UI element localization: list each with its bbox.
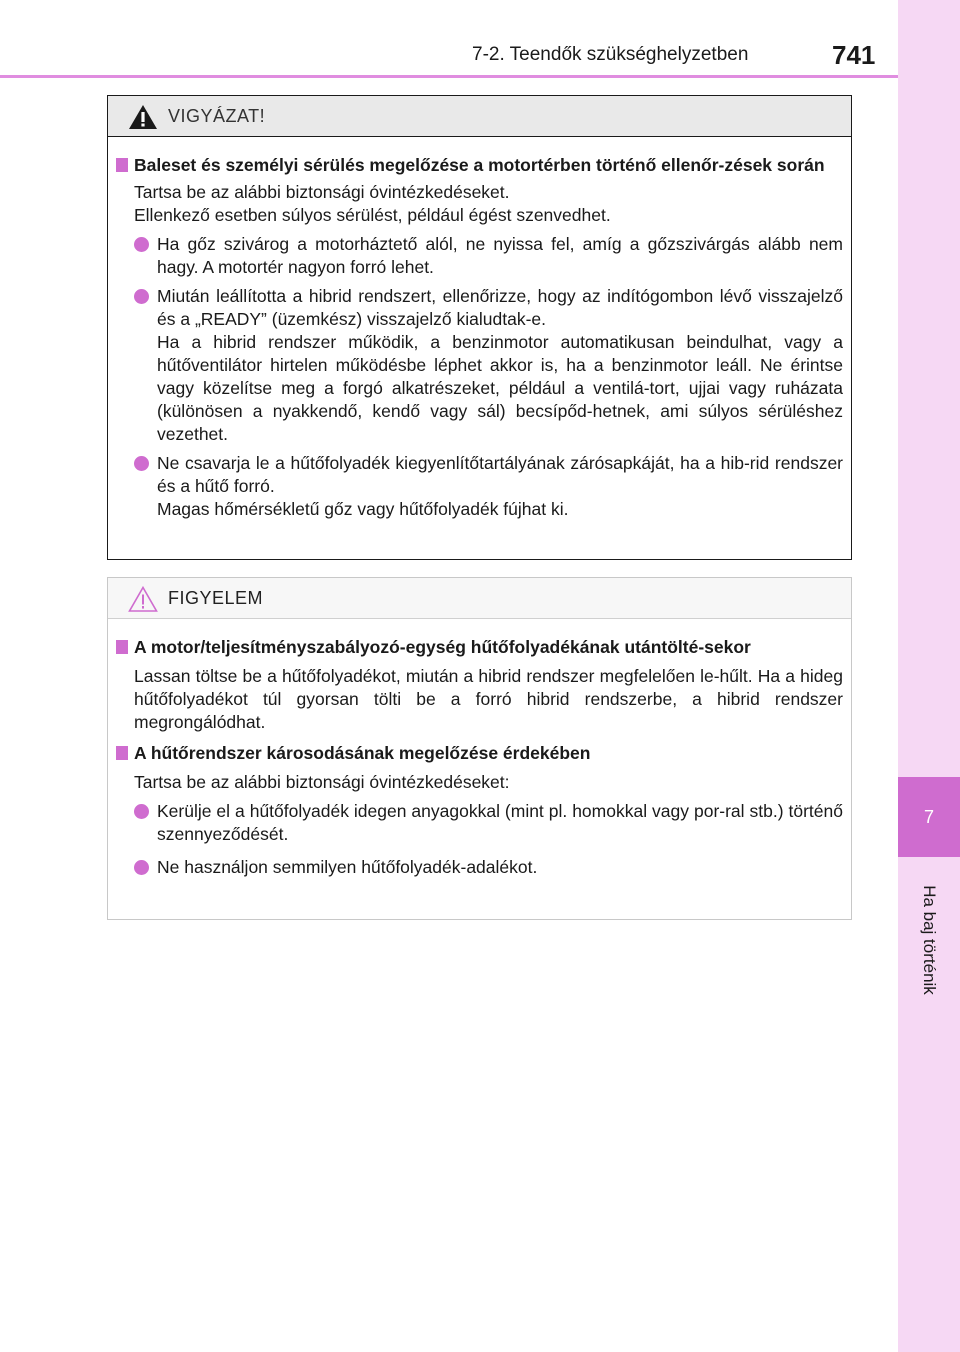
page-number: 741 bbox=[832, 40, 876, 70]
warning-box-header bbox=[108, 96, 851, 137]
warning-label: VIGYÁZAT! bbox=[168, 106, 266, 126]
notice-body bbox=[108, 618, 851, 879]
warning-triangle-icon bbox=[128, 104, 158, 130]
warning-bullet: Ha gőz szivárog a motorháztető alól, ne nyissa fel, amíg a gőzszivárgás alább nem hagy. A motortér nagyon forró lehet. bbox=[116, 233, 843, 279]
warning-body bbox=[108, 136, 851, 521]
notice-paragraph: Lassan töltse be a hűtőfolyadékot, miután a hibrid rendszer megfelelően le-hűlt. Ha a hideg hűtőfolyadékot túl gyorsan tölti be a forró hibrid rendszerbe, a hibrid rendszer megrongálódhat. bbox=[134, 666, 843, 732]
bullet-dot bbox=[134, 804, 149, 819]
warning-bullet: Ne csavarja le a hűtőfolyadék kiegyenlítőtartályának zárósapkáját, ha a hib-rid rendszer és a hűtő forró. Magas hőmérsékletű gőz vagy hűtőfolyadék fújhat ki. bbox=[116, 452, 843, 521]
warning-box bbox=[107, 95, 852, 560]
warning-section-title: Baleset és személyi sérülés megelőzése a motortérben történő ellenőr-zések során bbox=[116, 154, 843, 177]
bullet-dot bbox=[134, 456, 149, 471]
caution-triangle-icon bbox=[128, 586, 158, 612]
notice-box-header bbox=[108, 578, 851, 619]
warning-bullet: Miután leállította a hibrid rendszert, ellenőrizze, hogy az indítógombon lévő visszajelző és a „READY” (üzemkész) visszajelző kialudtak-e. Ha a hibrid rendszer működik, a benzinmotor automatikusan beindulhat, vagy a hűtőventilátor hirtelen működésbe léphet akkor is, ha a benzinmotor leáll. Ne érintse vagy közelítse meg a forgó alkatrészeket, például a ventilá-tort, ujjai vagy ruházata (különösen a nyakkendő, kendő vagy sál) becsípőd-hetnek, ami súlyos sérüléshez vezethet. bbox=[116, 285, 843, 446]
header-rule bbox=[0, 75, 898, 78]
chapter-label-container bbox=[898, 870, 960, 1030]
notice-box bbox=[107, 577, 852, 920]
section-square-marker bbox=[116, 158, 128, 172]
notice-bullet: Kerülje el a hűtőfolyadék idegen anyagokkal (mint pl. homokkal vagy por-ral stb.) történő szennyeződését. bbox=[116, 800, 843, 846]
notice-bullet: Ne használjon semmilyen hűtőfolyadék-adalékot. bbox=[116, 856, 843, 879]
notice-paragraph: Tartsa be az alábbi biztonsági óvintézkedéseket: bbox=[134, 772, 510, 792]
section-square-marker bbox=[116, 640, 128, 654]
running-header: 7-2. Teendők szükséghelyzetben bbox=[472, 44, 749, 65]
section-square-marker bbox=[116, 746, 128, 760]
bullet-dot bbox=[134, 860, 149, 875]
chapter-number-box bbox=[898, 777, 960, 857]
bullet-dot bbox=[134, 237, 149, 252]
chapter-label: Ha baj történik bbox=[920, 885, 939, 995]
notice-label: FIGYELEM bbox=[168, 588, 264, 608]
chapter-side-tab bbox=[898, 0, 960, 1352]
warning-intro: Tartsa be az alábbi biztonsági óvintézkedéseket. Ellenkező esetben súlyos sérülést, például égést szenvedhet. bbox=[134, 182, 611, 225]
chapter-number: 7 bbox=[923, 807, 934, 827]
notice-section-title: A motor/teljesítményszabályozó-egység hűtőfolyadékának utántölté-sekor bbox=[116, 636, 843, 659]
bullet-dot bbox=[134, 289, 149, 304]
notice-section-title: A hűtőrendszer károsodásának megelőzése érdekében bbox=[116, 742, 843, 765]
